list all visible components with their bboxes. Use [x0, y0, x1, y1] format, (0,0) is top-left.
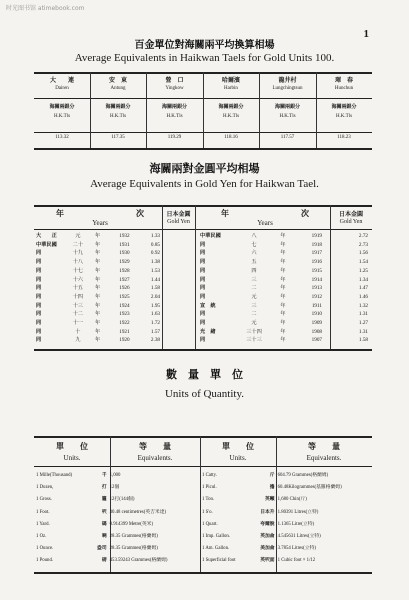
table-row — [202, 543, 370, 555]
gold-yen-value-cell: 1.46 — [358, 293, 368, 300]
era-year-cell: 二 — [251, 285, 257, 292]
table-row — [200, 232, 368, 241]
equivalent-cell: 0.914399 Metre(英米) — [109, 521, 154, 527]
gold-yen-value-cell: 1.34 — [358, 276, 368, 283]
era-cell: 同 — [36, 337, 42, 344]
unit-cjk-cell: 夸爾脫 — [260, 521, 275, 527]
section3-unit-header-en: Units. — [63, 454, 81, 462]
section2-title-cjk: 海關兩對金圓平均相場 — [149, 162, 260, 175]
section1-city-name-en: Antung — [110, 86, 126, 91]
equivalent-cell: 12打(144個) — [109, 497, 135, 503]
gold-yen-value-cell: 1.47 — [358, 285, 368, 292]
year-suffix-cell: 年 — [95, 320, 101, 327]
section2-gold-header-en: Gold Yen — [167, 219, 190, 225]
western-year-cell: 1916 — [311, 259, 322, 266]
era-year-cell: 元 — [75, 233, 81, 239]
era-year-cell: 三十四 — [246, 328, 262, 335]
unit-cjk-cell: 英加侖 — [260, 534, 275, 540]
unit-cjk-cell: 碼 — [101, 521, 107, 527]
year-suffix-cell: 年 — [280, 293, 286, 300]
era-cell: 同 — [36, 285, 42, 292]
era-cell: 同 — [36, 250, 42, 257]
western-year-cell: 1932 — [119, 233, 130, 239]
year-suffix-cell: 年 — [280, 241, 286, 248]
section2-col-divider — [195, 205, 196, 349]
table-row — [36, 258, 160, 267]
section1-unit-cjk: 海關兩銀分 — [331, 104, 357, 110]
era-cell: 同 — [36, 328, 42, 335]
western-year-cell: 1922 — [119, 320, 130, 327]
era-year-cell: 十七 — [72, 267, 83, 274]
unit-cjk-cell: 籮 — [101, 497, 107, 503]
western-year-cell: 1913 — [311, 285, 322, 292]
unit-cjk-cell: 英呎面 — [260, 558, 275, 564]
era-cell: 中華民國 — [36, 241, 57, 248]
table-row — [200, 267, 368, 276]
section2-gold-header-en: Gold Yen — [339, 219, 363, 225]
equivalent-cell: 1,680 Chin(斤) — [277, 497, 307, 503]
section1-unit-en: H.K.Tls — [335, 114, 353, 119]
era-year-cell: 八 — [251, 233, 257, 239]
section2-year-header-cjk-right: 次 — [136, 209, 144, 218]
equivalent-cell: 12個 — [109, 485, 120, 491]
western-year-cell: 1928 — [119, 267, 130, 274]
unit-cjk-cell: 盎司 — [97, 546, 107, 552]
western-year-cell: 1910 — [311, 311, 322, 318]
era-cell: 同 — [36, 259, 42, 266]
equivalent-cell: 604.79 Grammes(格蘭姆) — [277, 473, 329, 478]
section3-equiv-header-cjk: 等 量 — [139, 442, 171, 451]
table-row — [202, 531, 370, 543]
section1-city-name-cjk: 龍井村 — [278, 77, 297, 84]
western-year-cell: 1924 — [119, 302, 130, 309]
section1-unit-cjk: 海關兩銀分 — [49, 104, 75, 110]
unit-cell: 1 Mille(Thousand) — [36, 473, 73, 478]
watermark-text: 时光图书馆 atimebook.com — [6, 5, 85, 12]
era-year-cell: 十 — [75, 328, 81, 335]
western-year-cell: 1907 — [311, 337, 322, 344]
gold-yen-value-cell: 1.72 — [150, 320, 160, 327]
western-year-cell: 1926 — [119, 285, 130, 292]
year-suffix-cell: 年 — [95, 328, 101, 335]
era-cell: 同 — [200, 311, 206, 318]
gold-yen-value-cell: 1.58 — [150, 285, 160, 292]
section1-unit-en: H.K.Tls — [109, 114, 127, 119]
year-suffix-cell: 年 — [95, 233, 101, 239]
section1-unit-en: H.K.Tls — [222, 114, 240, 119]
era-cell: 同 — [200, 285, 206, 292]
gold-yen-value-cell: 1.31 — [358, 328, 368, 335]
era-year-cell: 十五 — [72, 285, 83, 292]
year-suffix-cell: 年 — [280, 337, 286, 344]
section1-city-name-cjk: 營 口 — [165, 77, 184, 84]
table-row — [36, 519, 198, 531]
section1-city-name-en: Lungchingtsun — [272, 86, 303, 91]
era-year-cell: 二 — [251, 311, 257, 318]
western-year-cell: 1912 — [311, 293, 322, 300]
equivalent-cell: 28.35 Grammes(格蘭姆) — [109, 534, 158, 540]
era-year-cell: 元 — [251, 293, 257, 300]
section1-value: 117.57 — [280, 135, 295, 140]
section1-city-name-cjk: 安 東 — [108, 77, 127, 84]
unit-cell: 1 Quart. — [202, 521, 218, 527]
table-row — [200, 310, 368, 319]
table-row — [202, 555, 370, 567]
section1-unit-en: H.K.Tls — [53, 114, 71, 119]
unit-cell: 1 Foot. — [36, 509, 50, 515]
gold-yen-value-cell: 0.92 — [150, 250, 160, 257]
era-year-cell: 元 — [251, 320, 257, 327]
section1-unit-cjk: 海關兩銀分 — [161, 104, 187, 110]
section1-unit-en: H.K.Tls — [279, 114, 296, 119]
era-cell: 同 — [200, 259, 206, 266]
table-row — [36, 531, 198, 543]
section2-header-rule — [34, 229, 372, 230]
western-year-cell: 1927 — [119, 276, 130, 283]
table-row — [200, 293, 368, 302]
western-year-cell: 1929 — [119, 259, 130, 266]
era-cell: 中華民國 — [200, 233, 221, 239]
section1-title-en: Average Equivalents in Haikwan Taels for Gold Units 100. — [74, 52, 335, 64]
equivalent-cell: 30.48 centimetres(英吉米達) — [109, 509, 167, 515]
section1-city-name-en: Yingkow — [165, 86, 184, 91]
section3-unit-header-cjk: 單 位 — [56, 442, 88, 451]
era-cell: 同 — [36, 320, 42, 327]
year-suffix-cell: 年 — [280, 328, 286, 335]
era-year-cell: 十三 — [72, 302, 83, 309]
unit-cjk-cell: 擔 — [269, 485, 275, 491]
era-cell: 同 — [36, 293, 42, 300]
section2-top-rule — [34, 205, 372, 207]
western-year-cell: 1911 — [311, 302, 322, 309]
equivalent-cell: 3.7854 Litres(立特) — [277, 546, 316, 552]
era-year-cell: 六 — [251, 250, 257, 257]
gold-yen-value-cell: 1.56 — [358, 250, 368, 257]
equivalent-cell: 28.35 Grammes(格蘭姆) — [109, 546, 158, 552]
unit-cjk-cell: 打 — [101, 485, 107, 491]
unit-cell: 1 Imp. Gallon. — [202, 534, 230, 540]
unit-cjk-cell: 日本升 — [260, 509, 275, 515]
equivalent-cell: 60.48Kilogrammes(基羅格蘭姆) — [277, 485, 342, 491]
section1-value: 118.16 — [224, 135, 238, 140]
western-year-cell: 1915 — [311, 267, 322, 274]
section2-year-header-en: Years — [92, 219, 108, 227]
western-year-cell: 1920 — [119, 337, 130, 344]
section2-right-table — [200, 232, 368, 345]
section2-gold-header-cjk: 日本金圓 — [166, 211, 191, 218]
era-year-cell: 四 — [251, 267, 257, 274]
gold-yen-value-cell: 1.95 — [150, 302, 160, 309]
unit-cell: 1 Pound. — [36, 558, 54, 564]
year-suffix-cell: 年 — [95, 285, 101, 292]
era-cell: 同 — [200, 337, 206, 344]
western-year-cell: 1917 — [311, 250, 322, 257]
table-row — [36, 543, 198, 555]
gold-yen-value-cell: 1.25 — [358, 267, 368, 274]
year-suffix-cell: 年 — [280, 302, 286, 309]
section1-city-name-en: Harbin — [224, 86, 238, 91]
section2-bottom-rule — [34, 349, 372, 351]
gold-yen-value-cell: 1.53 — [150, 267, 160, 274]
era-year-cell: 三 — [251, 302, 257, 309]
section1-unit-en: H.K.Tls — [166, 114, 183, 119]
table-row — [36, 555, 198, 567]
era-cell: 光 緒 — [200, 328, 216, 335]
table-row — [36, 494, 198, 506]
section3-unit-header-en: Units. — [229, 454, 247, 462]
western-year-cell: 1908 — [311, 328, 322, 335]
table-row — [36, 284, 160, 293]
section2-col-divider — [162, 205, 163, 349]
era-year-cell: 十一 — [72, 320, 83, 327]
section1-city-name-cjk: 琿 春 — [334, 77, 353, 84]
section3-header-rule — [34, 466, 372, 467]
era-cell: 同 — [36, 276, 42, 283]
era-cell: 大 正 — [36, 233, 57, 239]
unit-cell: 1 Gross. — [36, 497, 52, 503]
section2-year-header-cjk-left: 年 — [221, 209, 229, 218]
western-year-cell: 1918 — [311, 241, 322, 248]
section3-equiv-header-cjk: 等 量 — [308, 442, 340, 451]
table-row — [200, 302, 368, 311]
section1-unit-cjk: 海關兩銀分 — [274, 104, 300, 110]
gold-yen-value-cell: 1.27 — [358, 320, 368, 327]
section2-year-header-cjk-left: 年 — [56, 209, 64, 218]
table-row — [36, 470, 198, 482]
table-row — [202, 507, 370, 519]
gold-yen-value-cell: 1.38 — [150, 259, 160, 266]
section3-right-table — [202, 470, 370, 568]
western-year-cell: 1919 — [311, 233, 322, 239]
year-suffix-cell: 年 — [95, 302, 101, 309]
era-year-cell: 十八 — [72, 259, 83, 266]
unit-cell: 1 Dozen, — [36, 485, 54, 491]
unit-cell: 1 Yard. — [36, 521, 50, 527]
section3-top-rule — [34, 436, 372, 438]
era-cell: 宣 統 — [200, 302, 216, 309]
table-row — [36, 319, 160, 328]
unit-cell: 1 Superficial foot — [202, 558, 236, 564]
table-row — [202, 470, 370, 482]
table-row — [36, 310, 160, 319]
western-year-cell: 1921 — [119, 328, 130, 335]
year-suffix-cell: 年 — [95, 259, 101, 266]
gold-yen-value-cell: 2.38 — [150, 337, 160, 344]
section2-title-en: Average Equivalents in Gold Yen for Haikwan Tael. — [90, 178, 319, 190]
gold-yen-value-cell: 2.04 — [150, 293, 160, 300]
gold-yen-value-cell: 2.73 — [358, 241, 368, 248]
table-row — [36, 293, 160, 302]
year-suffix-cell: 年 — [95, 267, 101, 274]
era-cell: 同 — [200, 267, 206, 274]
section1-value: 117.35 — [111, 135, 125, 140]
era-cell: 同 — [36, 302, 42, 309]
unit-cell: 1 Catty. — [202, 473, 217, 478]
section1-value: 113.32 — [55, 135, 69, 140]
unit-cjk-cell: 千 — [101, 473, 107, 478]
year-suffix-cell: 年 — [280, 250, 286, 257]
table-row — [202, 494, 370, 506]
era-cell: 同 — [200, 293, 206, 300]
section1-bottom-rule — [34, 148, 372, 150]
unit-cjk-cell: 唡 — [101, 534, 107, 540]
section1-unit-cjk: 海關兩銀分 — [218, 104, 244, 110]
era-year-cell: 十四 — [72, 293, 83, 300]
gold-yen-value-cell: 1.54 — [358, 259, 368, 266]
gold-yen-value-cell: 2.72 — [358, 233, 368, 239]
table-row — [200, 241, 368, 250]
section1-value: 118.23 — [337, 135, 351, 140]
table-row — [200, 284, 368, 293]
era-cell: 同 — [36, 267, 42, 274]
unit-cell: 1 Picul. — [202, 485, 217, 491]
table-row — [200, 328, 368, 337]
year-suffix-cell: 年 — [95, 337, 101, 344]
unit-cjk-cell: 呎 — [101, 509, 107, 515]
section1-value: 119.29 — [167, 135, 182, 140]
year-suffix-cell: 年 — [95, 250, 101, 257]
table-row — [202, 519, 370, 531]
section3-unit-header-cjk: 單 位 — [222, 442, 254, 451]
equivalent-cell: 1 Cubic foot × 1/12 — [277, 558, 316, 564]
section3-equiv-header-en: Equivalents. — [137, 454, 173, 462]
year-suffix-cell: 年 — [280, 320, 286, 327]
table-row — [36, 267, 160, 276]
table-row — [36, 482, 198, 494]
section2-gold-header-cjk: 日本金圓 — [338, 211, 363, 218]
section3-title-cjk: 數 量 單 位 — [166, 368, 243, 381]
year-suffix-cell: 年 — [95, 293, 101, 300]
western-year-cell: 1930 — [119, 250, 130, 257]
era-year-cell: 十六 — [72, 276, 83, 283]
year-suffix-cell: 年 — [95, 241, 101, 248]
western-year-cell: 1914 — [311, 276, 322, 283]
table-row — [200, 258, 368, 267]
gold-yen-value-cell: 1.63 — [150, 311, 160, 318]
equivalent-cell: 1.1365 Litre(立特) — [277, 521, 315, 527]
era-year-cell: 十二 — [72, 311, 83, 318]
page-number: 1 — [363, 28, 369, 40]
table-row — [36, 276, 160, 285]
table-row — [200, 336, 368, 345]
gold-yen-value-cell: 1.32 — [358, 302, 368, 309]
table-row — [36, 507, 198, 519]
section3-title-en: Units of Quantity. — [164, 388, 245, 400]
section1-city-name-cjk: 哈爾濱 — [221, 77, 240, 84]
gold-yen-value-cell: 0.85 — [150, 241, 160, 248]
era-year-cell: 三 — [251, 276, 257, 283]
unit-cell: 1 Ounce. — [36, 546, 54, 552]
era-cell: 同 — [200, 320, 206, 327]
gold-yen-value-cell: 1.58 — [358, 337, 368, 344]
unit-cjk-cell: 斤 — [269, 473, 275, 478]
equivalent-cell: 4.545631 Litres(立特) — [277, 534, 321, 540]
table-row — [36, 302, 160, 311]
table-row — [36, 232, 160, 241]
unit-cjk-cell: 英噸 — [264, 497, 275, 503]
year-suffix-cell: 年 — [280, 233, 286, 239]
year-suffix-cell: 年 — [280, 267, 286, 274]
year-suffix-cell: 年 — [280, 276, 286, 283]
year-suffix-cell: 年 — [280, 311, 286, 318]
unit-cell: 1 Am. Gallon. — [202, 546, 230, 552]
era-year-cell: 五 — [251, 259, 257, 266]
section1-city-name-en: Hunchun — [334, 86, 354, 91]
era-cell: 同 — [200, 250, 206, 257]
section1-unit-cjk: 海關兩銀分 — [105, 104, 131, 110]
table-row — [36, 241, 160, 250]
unit-cell: 1 S'o. — [202, 509, 213, 515]
year-suffix-cell: 年 — [280, 285, 286, 292]
table-row — [200, 249, 368, 258]
era-year-cell: 九 — [75, 337, 81, 344]
western-year-cell: 1909 — [311, 320, 322, 327]
era-year-cell: 三十三 — [246, 337, 262, 344]
section2-left-table — [36, 232, 160, 345]
section1-city-name-cjk: 大 連 — [49, 77, 74, 84]
section3-equiv-header-en: Equivalents. — [306, 454, 342, 462]
gold-yen-value-cell: 1.44 — [150, 276, 160, 283]
era-cell: 同 — [36, 311, 42, 318]
gold-yen-value-cell: 1.33 — [150, 233, 160, 239]
western-year-cell: 1931 — [119, 241, 130, 248]
section3-left-table — [36, 470, 198, 568]
section3-bottom-rule — [34, 572, 372, 574]
era-cell: 同 — [200, 276, 206, 283]
equivalent-cell: 1.80391 Litres(立特) — [277, 509, 319, 515]
table-row — [202, 482, 370, 494]
table-row — [36, 328, 160, 337]
year-suffix-cell: 年 — [280, 259, 286, 266]
year-suffix-cell: 年 — [95, 311, 101, 318]
table-row — [36, 336, 160, 345]
table-row — [200, 276, 368, 285]
table-row — [36, 249, 160, 258]
western-year-cell: 1923 — [119, 311, 130, 318]
unit-cjk-cell: 磅 — [101, 558, 107, 564]
section2-year-header-en: Years — [257, 219, 273, 227]
table-row — [200, 319, 368, 328]
unit-cjk-cell: 美加侖 — [260, 546, 275, 552]
era-cell: 同 — [200, 241, 206, 248]
section1-city-name-en: Dairen — [55, 86, 69, 91]
gold-yen-value-cell: 1.57 — [150, 328, 160, 335]
unit-cell: 1 Ton. — [202, 497, 215, 503]
year-suffix-cell: 年 — [95, 276, 101, 283]
section1-title-cjk: 百金單位對海關兩平均換算相場 — [134, 40, 275, 51]
era-year-cell: 七 — [251, 241, 257, 248]
era-year-cell: 十九 — [72, 250, 83, 257]
gold-yen-value-cell: 1.31 — [358, 311, 368, 318]
equivalent-cell: 1,000 — [109, 473, 121, 478]
equivalent-cell: 453.59243 Grammes(格蘭姆) — [109, 558, 168, 564]
section2-year-header-cjk-right: 次 — [301, 209, 309, 218]
unit-cell: 1 Oz. — [36, 534, 47, 540]
era-year-cell: 二十 — [72, 241, 83, 248]
western-year-cell: 1925 — [119, 293, 130, 300]
